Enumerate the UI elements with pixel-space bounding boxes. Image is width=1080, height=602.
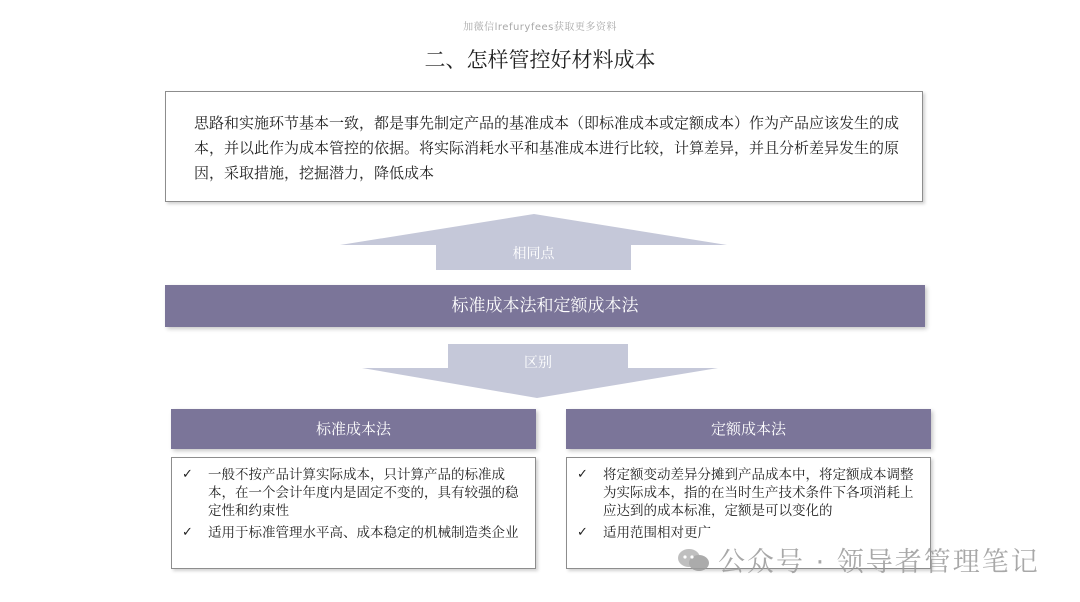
list-item (182, 466, 525, 520)
page-title: 二、怎样管控好材料成本 (424, 48, 656, 72)
difference-label: 区别 (524, 355, 552, 371)
standard-cost-box (171, 457, 536, 569)
list-item-text: 一般不按产品计算实际成本，只计算产品的标准成本，在一个会计年度内是固定不变的，具有较强的稳定性和约束性 (208, 467, 519, 519)
similarity-label: 相同点 (512, 246, 555, 262)
top-watermark: 加薇信lrefuryfees获取更多资料 (463, 22, 617, 33)
list-item (182, 524, 525, 542)
quota-cost-heading: 定额成本法 (566, 409, 931, 449)
center-method-bar: 标准成本法和定额成本法 (165, 285, 925, 327)
check-icon: ✓ (577, 467, 588, 482)
list-item-text: 将定额变动差异分摊到产品成本中，将定额成本调整为实际成本，指的在当时生产技术条件下各项消耗上应达到的成本标准，定额是可以变化的 (603, 467, 914, 519)
check-icon: ✓ (182, 467, 193, 482)
watermark-text: 公众号 · 领导者管理笔记 (718, 547, 1040, 578)
standard-cost-heading: 标准成本法 (171, 409, 536, 449)
list-item-text: 适用范围相对更广 (603, 525, 711, 541)
check-icon: ✓ (577, 525, 588, 540)
wechat-logo-icon (676, 547, 710, 573)
list-item (577, 466, 920, 520)
check-icon: ✓ (182, 525, 193, 540)
intro-textbox: 思路和实施环节基本一致，都是事先制定产品的基准成本（即标准成本或定额成本）作为产品应该发生的成本，并以此作为成本管控的依据。将实际消耗水平和基准成本进行比较，计算差异，并且分析差异发生的原因，采取措施，挖掘潜力，降低成本 (165, 91, 923, 202)
bottom-watermark (676, 540, 1040, 579)
list-item-text: 适用于标准管理水平高、成本稳定的机械制造类企业 (208, 525, 519, 541)
